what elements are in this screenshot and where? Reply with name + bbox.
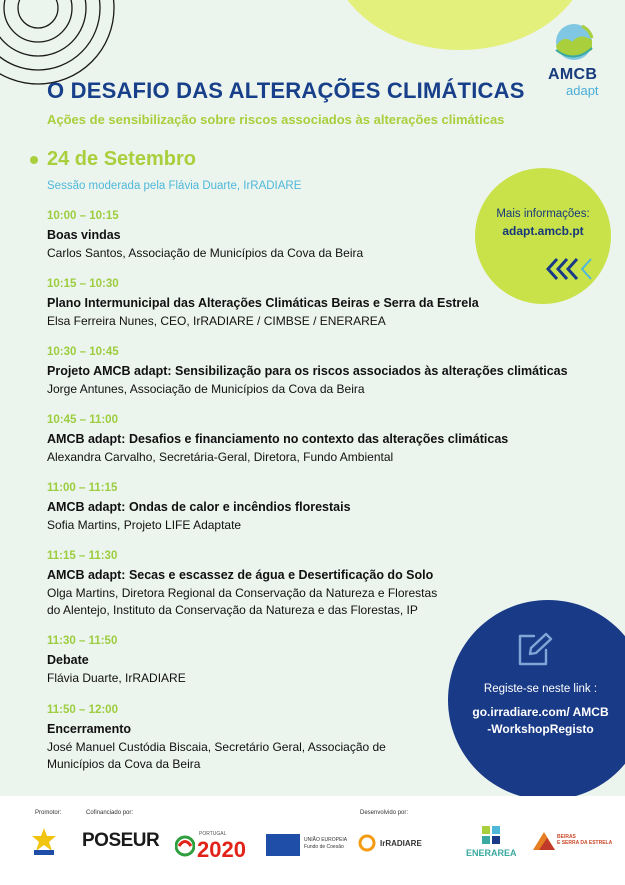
session-speaker: Elsa Ferreira Nunes, CEO, IrRADIARE / CIMBSE / ENERAREA bbox=[47, 314, 386, 328]
amcb-promoter-logo-icon bbox=[30, 826, 58, 856]
event-date-row bbox=[30, 148, 196, 171]
session-time: 10:00 – 10:15 bbox=[47, 210, 119, 222]
page-title: O DESAFIO DAS ALTERAÇÕES CLIMÁTICAS bbox=[47, 78, 525, 103]
irradiare-text: IrRADIARE bbox=[380, 839, 422, 848]
poseur-logo bbox=[82, 830, 159, 852]
session-speaker-line: Municípios da Cova da Beira bbox=[47, 757, 201, 771]
info-label: Mais informações: bbox=[496, 208, 590, 220]
session-speaker: Sofia Martins, Projeto LIFE Adaptate bbox=[47, 518, 242, 532]
beiras-mark-icon bbox=[533, 832, 555, 850]
session-time: 11:30 – 11:50 bbox=[47, 635, 118, 647]
session-title: Encerramento bbox=[47, 722, 132, 736]
session-title: Projeto AMCB adapt: Sensibilização para os riscos associados às alterações climáticas bbox=[47, 364, 568, 378]
chevrons-left-icon bbox=[545, 256, 595, 282]
beiras-line: BEIRAS bbox=[557, 834, 576, 840]
session-title: Plano Intermunicipal das Alterações Climáticas Beiras e Serra da Estrela bbox=[47, 296, 479, 310]
register-link-line: -WorkshopRegisto bbox=[487, 722, 594, 736]
session-title: Boas vindas bbox=[47, 228, 121, 242]
eu-line: UNIÃO EUROPEIA bbox=[304, 837, 348, 843]
session-speaker: Alexandra Carvalho, Secretária-Geral, Diretora, Fundo Ambiental bbox=[47, 450, 394, 464]
cofinance-label: Cofinanciado por: bbox=[86, 810, 134, 816]
register-label: Registe-se neste link : bbox=[483, 683, 598, 695]
register-link[interactable] bbox=[448, 704, 625, 738]
pt2020-number: 2020 bbox=[197, 837, 246, 862]
session-time: 11:50 – 12:00 bbox=[47, 704, 118, 716]
concentric-arcs-decoration bbox=[0, 0, 130, 90]
session-time: 11:15 – 11:30 bbox=[47, 550, 118, 562]
enerarea-mark-icon bbox=[480, 824, 502, 846]
page-subtitle: Ações de sensibilização sobre riscos associados às alterações climáticas bbox=[47, 112, 505, 127]
session-title: Debate bbox=[47, 653, 89, 667]
session-speaker-line: do Alentejo, Instituto da Conservação da Natureza e das Florestas, IP bbox=[47, 603, 418, 617]
session-speaker: Carlos Santos, Associação de Municípios da Cova da Beira bbox=[47, 246, 364, 260]
agenda-session bbox=[47, 413, 607, 465]
eu-text bbox=[304, 837, 364, 851]
developed-label: Desenvolvido por: bbox=[360, 810, 409, 816]
footer-logos bbox=[0, 796, 625, 885]
session-title: AMCB adapt: Secas e escassez de água e Desertificação do Solo bbox=[47, 568, 434, 582]
beiras-line: E SERRA DA ESTRELA bbox=[557, 840, 613, 846]
info-url-link[interactable]: adapt.amcb.pt bbox=[502, 224, 584, 238]
session-speaker-line: José Manuel Custódia Biscaia, Secretário Geral, Associação de bbox=[47, 740, 386, 754]
poseur-text: POSEUR bbox=[82, 830, 160, 851]
eu-flag-icon bbox=[266, 834, 300, 856]
session-time: 10:30 – 10:45 bbox=[47, 346, 119, 358]
agenda-session bbox=[47, 481, 607, 533]
session-title: AMCB adapt: Desafios e financiamento no contexto das alterações climáticas bbox=[47, 432, 509, 446]
session-title: AMCB adapt: Ondas de calor e incêndios florestais bbox=[47, 500, 351, 514]
edit-icon bbox=[514, 630, 554, 670]
session-time: 10:15 – 10:30 bbox=[47, 278, 119, 290]
session-speaker-line: Olga Martins, Diretora Regional da Conservação da Natureza e Florestas bbox=[47, 586, 438, 600]
session-time: 11:00 – 11:15 bbox=[47, 482, 118, 494]
event-date: 24 de Setembro bbox=[47, 148, 196, 170]
session-speaker: Flávia Duarte, IrRADIARE bbox=[47, 671, 186, 685]
bullet-icon bbox=[30, 156, 38, 164]
amcb-adapt-logo bbox=[548, 20, 608, 100]
promoter-label: Promotor: bbox=[35, 810, 62, 816]
globe-logo-icon bbox=[552, 20, 596, 64]
irradiare-sun-icon bbox=[358, 834, 376, 852]
register-link-line: go.irradiare.com/ AMCB bbox=[472, 705, 609, 719]
portugal-swirl-icon bbox=[175, 833, 195, 859]
eu-logo bbox=[266, 834, 348, 856]
irradiare-logo bbox=[358, 834, 422, 857]
session-time: 10:45 – 11:00 bbox=[47, 414, 118, 426]
agenda-session bbox=[47, 345, 607, 397]
beiras-text bbox=[557, 834, 617, 846]
moderator-text: Sessão moderada pela Flávia Duarte, IrRADIARE bbox=[47, 180, 302, 192]
session-speaker: Jorge Antunes, Associação de Municípios da Cova da Beira bbox=[47, 382, 365, 396]
enerarea-text: ENERAREA bbox=[466, 848, 517, 858]
logo-sub: adapt bbox=[566, 83, 599, 98]
info-circle bbox=[475, 168, 611, 304]
logo-name: AMCB bbox=[548, 66, 598, 83]
eu-line: Fundo de Coesão bbox=[304, 844, 344, 850]
portugal-label: PORTUGAL bbox=[199, 831, 227, 837]
beiras-logo bbox=[533, 832, 613, 855]
